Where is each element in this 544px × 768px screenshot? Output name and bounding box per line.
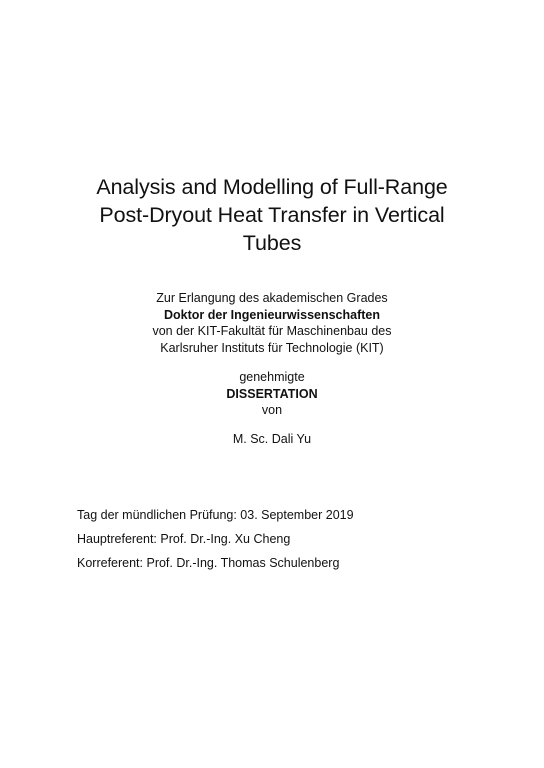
by-label: von bbox=[261, 403, 283, 417]
faculty-line: von der KIT-Fakultät für Maschinenbau des bbox=[152, 324, 392, 338]
thesis-title-line-2: Post-Dryout Heat Transfer in Vertical bbox=[99, 203, 445, 227]
approved-label: genehmigte bbox=[239, 370, 305, 384]
thesis-title-line-1: Analysis and Modelling of Full-Range bbox=[96, 175, 448, 199]
co-referee: Korreferent: Prof. Dr.-Ing. Thomas Schulenberg bbox=[77, 556, 340, 570]
degree-purpose: Zur Erlangung des akademischen Grades bbox=[156, 291, 388, 305]
institution-line: Karlsruher Instituts für Technologie (KIT) bbox=[160, 340, 384, 355]
dissertation-block bbox=[0, 369, 544, 419]
main-referee: Hauptreferent: Prof. Dr.-Ing. Xu Cheng bbox=[77, 532, 291, 546]
author-name-text: M. Sc. Dali Yu bbox=[232, 432, 312, 446]
author-name bbox=[0, 431, 544, 448]
degree-statement bbox=[0, 290, 544, 356]
thesis-title-line-3: Tubes bbox=[242, 231, 302, 255]
exam-date: Tag der mündlichen Prüfung: 03. September 2019 bbox=[77, 508, 354, 522]
degree-name: Doktor der Ingenieurwissenschaften bbox=[163, 307, 381, 322]
thesis-title bbox=[0, 173, 544, 257]
dissertation-label: DISSERTATION bbox=[226, 386, 318, 401]
